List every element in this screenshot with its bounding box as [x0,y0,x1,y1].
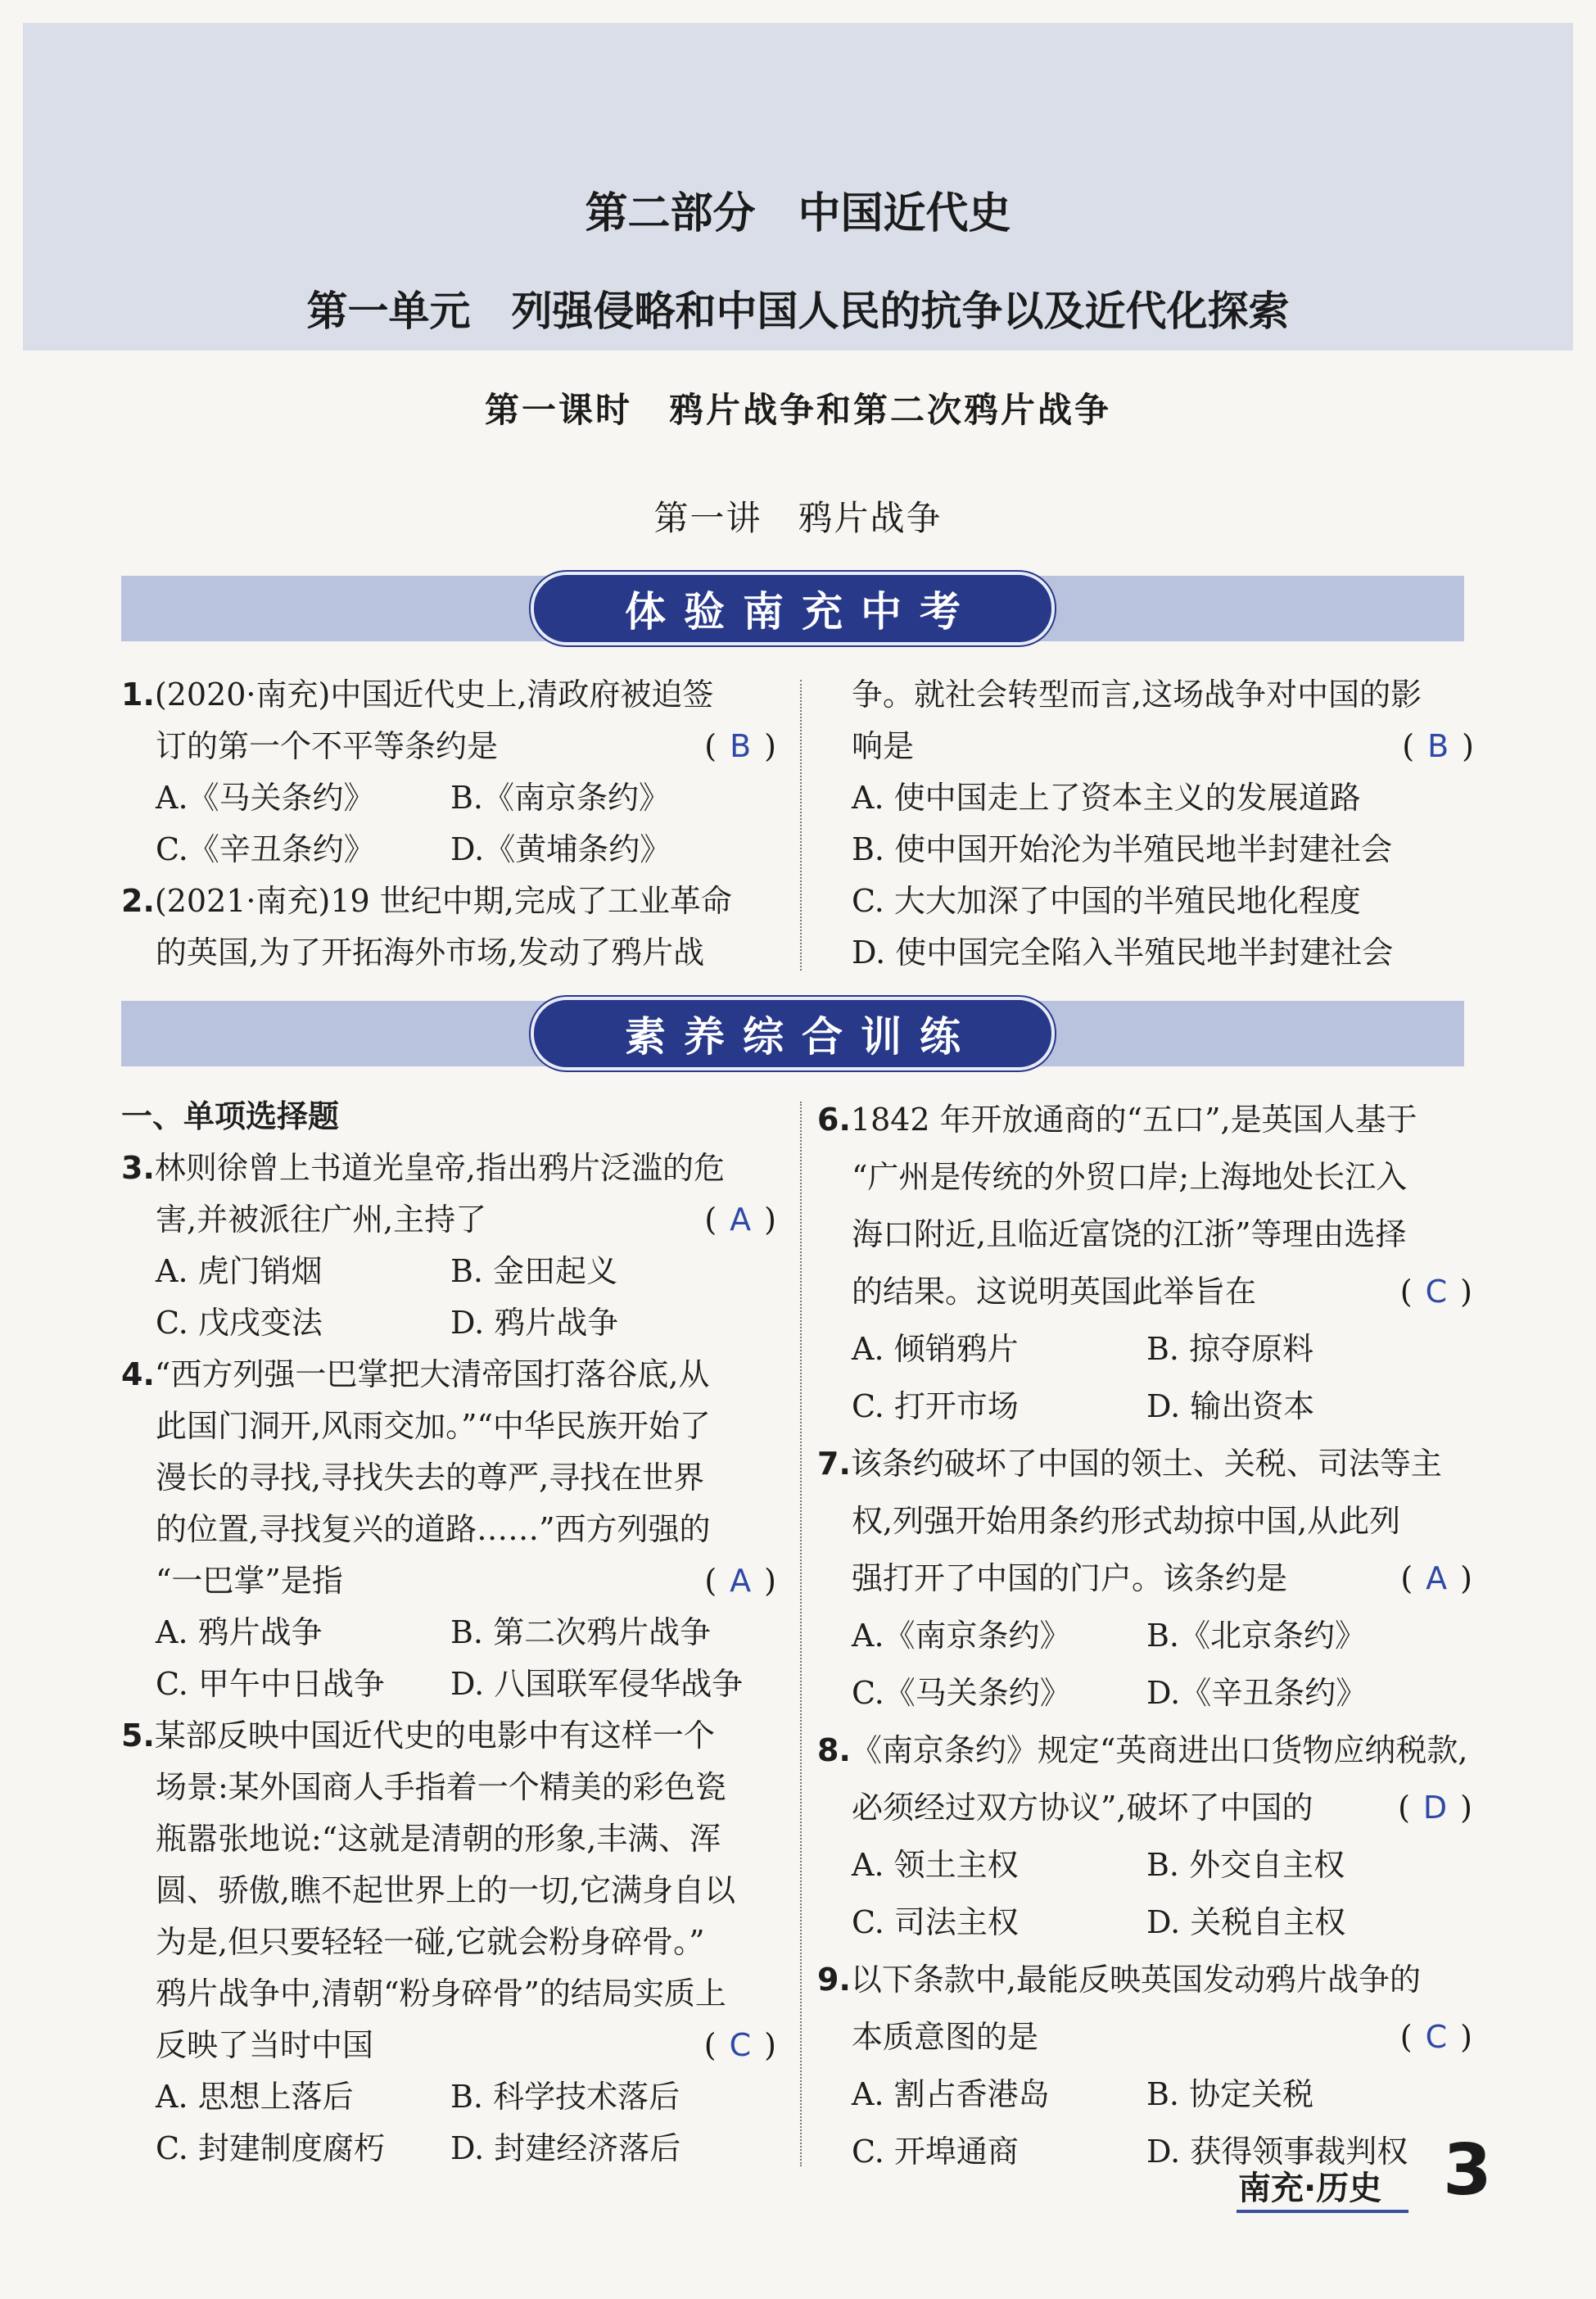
question-text: 鸦片战争中,清朝“粉身碎骨”的结局实质上 [156,1975,726,2012]
question-text: 以下条款中,最能反映英国发动鸦片战争的 [850,1962,1421,1998]
option: A.《马关条约》 [156,780,375,816]
option: B. 外交自主权 [1146,1847,1345,1883]
question-text: 的英国,为了开拓海外市场,发动了鸦片战 [156,935,705,971]
answer-bracket: ( B ) [1402,728,1474,764]
option: C.《马关条约》 [852,1675,1071,1711]
question-text: 响是 [852,728,915,764]
page-number: 3 [1443,2129,1492,2211]
question-number: 3. [121,1150,155,1186]
option: D. 关税自主权 [1146,1904,1346,1940]
question-text: 某部反映中国近代史的电影中有这样一个 [154,1717,715,1754]
question-number: 9. [817,1962,851,1998]
option: D. 封建经济落后 [450,2130,681,2166]
answer-bracket: ( A ) [704,1202,776,1238]
option: D. 输出资本 [1146,1388,1315,1424]
answer-bracket: ( C ) [703,2027,776,2063]
footer-underline [1237,2210,1408,2213]
option: A. 鸦片战争 [156,1614,323,1650]
question-number: 4. [121,1356,155,1392]
question-number: 5. [121,1717,155,1754]
question-text: 漫长的寻找,寻找失去的尊严,寻找在世界 [156,1460,705,1496]
option: D. 使中国完全陷入半殖民地半封建社会 [852,935,1394,971]
answer-bracket: ( A ) [1400,1560,1472,1596]
question-text: 本质意图的是 [852,2019,1039,2055]
lecture-title: 第一讲 鸦片战争 [653,498,943,538]
option: C. 大大加深了中国的半殖民地化程度 [852,883,1361,919]
option: D.《黄埔条约》 [450,831,671,867]
question-text: (2021·南充)19 世纪中期,完成了工业革命 [154,883,732,919]
question-text: 林则徐曾上书道光皇帝,指出鸦片泛滥的危 [154,1150,725,1186]
option: C. 戊戌变法 [156,1305,323,1341]
answer-bracket: ( C ) [1399,2019,1472,2055]
option: C.《辛丑条约》 [156,831,375,867]
question-text: “西方列强一巴掌把大清帝国打落谷底,从 [154,1356,710,1392]
option: B. 掠夺原料 [1146,1331,1314,1367]
question-text: 的位置,寻找复兴的道路……”西方列强的 [156,1511,711,1547]
question-text: (2020·南充)中国近代史上,清政府被迫签 [154,677,714,713]
training-banner-label: 素养综合训练 [531,997,1055,1070]
option: B. 金田起义 [450,1253,618,1289]
answer-letter: A [730,1563,752,1599]
question-number: 6. [817,1102,851,1138]
question-text: 海口附近,且临近富饶的江浙”等理由选择 [852,1216,1407,1252]
option: C. 开埠通商 [852,2134,1019,2170]
answer-bracket: ( B ) [704,728,776,764]
option: D. 鸦片战争 [450,1305,619,1341]
part-title: 第二部分 中国近代史 [585,189,1011,238]
option: D. 八国联军侵华战争 [450,1666,744,1702]
option: B. 科学技术落后 [450,2079,680,2115]
question-text: 反映了当时中国 [156,2027,374,2063]
answer-letter: A [1426,1560,1448,1596]
question-2-continued [852,669,1474,979]
question-text: 的结果。这说明英国此举旨在 [852,1274,1257,1310]
option: D. 获得领事裁判权 [1146,2134,1408,2170]
option: A. 倾销鸦片 [852,1331,1019,1367]
option: B.《南京条约》 [450,780,671,816]
answer-bracket: ( A ) [704,1563,776,1599]
question-text: 害,并被派往广州,主持了 [156,1202,487,1238]
column-divider [800,1102,802,2166]
unit-title: 第一单元 列强侵略和中国人民的抗争以及近代化探索 [306,287,1290,335]
question-text: 该条约破坏了中国的领土、关税、司法等主 [850,1446,1442,1482]
question-text: 为是,但只要轻轻一碰,它就会粉身碎骨。” [156,1924,705,1960]
answer-letter: B [1427,728,1449,764]
question-text: 瓶嚣张地说:“这就是清朝的形象,丰满、浑 [156,1821,721,1857]
question-text: 强打开了中国的门户。该条约是 [852,1560,1288,1596]
option: A. 虎门销烟 [156,1253,323,1289]
option: B. 协定关税 [1146,2076,1314,2112]
option: C. 甲午中日战争 [156,1666,385,1702]
question-text: 此国门洞开,风雨交加。”“中华民族开始了 [156,1408,711,1444]
answer-letter: D [1422,1790,1448,1826]
answer-letter: C [1425,2019,1448,2055]
question-number: 7. [817,1446,851,1482]
question-text: 必须经过双方协议”,破坏了中国的 [852,1790,1313,1826]
option: B.《北京条约》 [1146,1618,1367,1654]
lesson-title: 第一课时 鸦片战争和第二次鸦片战争 [484,390,1111,430]
option: A.《南京条约》 [852,1618,1071,1654]
question-text: 圆、骄傲,瞧不起世界上的一切,它满身自以 [156,1872,736,1908]
question-text: 争。就社会转型而言,这场战争对中国的影 [852,677,1422,713]
option: C. 打开市场 [852,1388,1019,1424]
option: B. 使中国开始沦为半殖民地半封建社会 [852,831,1393,867]
answer-letter: C [1425,1274,1448,1310]
question-text: 权,列强开始用条约形式劫掠中国,从此列 [852,1503,1401,1539]
question-text: 1842 年开放通商的“五口”,是英国人基于 [850,1102,1417,1138]
option: A. 领土主权 [852,1847,1019,1883]
question-text: 《南京条约》规定“英商进出口货物应纳税款, [850,1732,1468,1768]
exam-banner-label: 体验南充中考 [531,572,1055,645]
question-1 [121,669,776,876]
question-text: “广州是传统的外贸口岸;上海地处长江入 [852,1159,1408,1195]
question-text: 订的第一个不平等条约是 [156,728,499,764]
footer-label: 南充·历史 [1238,2170,1382,2207]
answer-bracket: ( D ) [1398,1790,1472,1826]
option: A. 使中国走上了资本主义的发展道路 [852,780,1361,816]
option: C. 司法主权 [852,1904,1019,1940]
answer-letter: B [730,728,752,764]
section-label: 一、单项选择题 [121,1098,340,1134]
answer-letter: C [729,2027,752,2063]
training-left-column [121,1091,776,2175]
question-number: 1. [121,677,155,713]
exam-banner [121,576,1464,641]
question-2 [121,876,776,979]
training-right-column [817,1091,1472,2180]
option: C. 封建制度腐朽 [156,2130,385,2166]
question-text: “一巴掌”是指 [156,1563,343,1599]
question-text: 场景:某外国商人手指着一个精美的彩色瓷 [156,1769,726,1805]
answer-letter: A [730,1202,752,1238]
option: D.《辛丑条约》 [1146,1675,1368,1711]
option: A. 割占香港岛 [852,2076,1050,2112]
column-divider [800,680,802,971]
option: B. 第二次鸦片战争 [450,1614,712,1650]
option: A. 思想上落后 [156,2079,354,2115]
answer-bracket: ( C ) [1399,1274,1472,1310]
question-number: 2. [121,883,155,919]
question-number: 8. [817,1732,851,1768]
training-banner [121,1001,1464,1066]
